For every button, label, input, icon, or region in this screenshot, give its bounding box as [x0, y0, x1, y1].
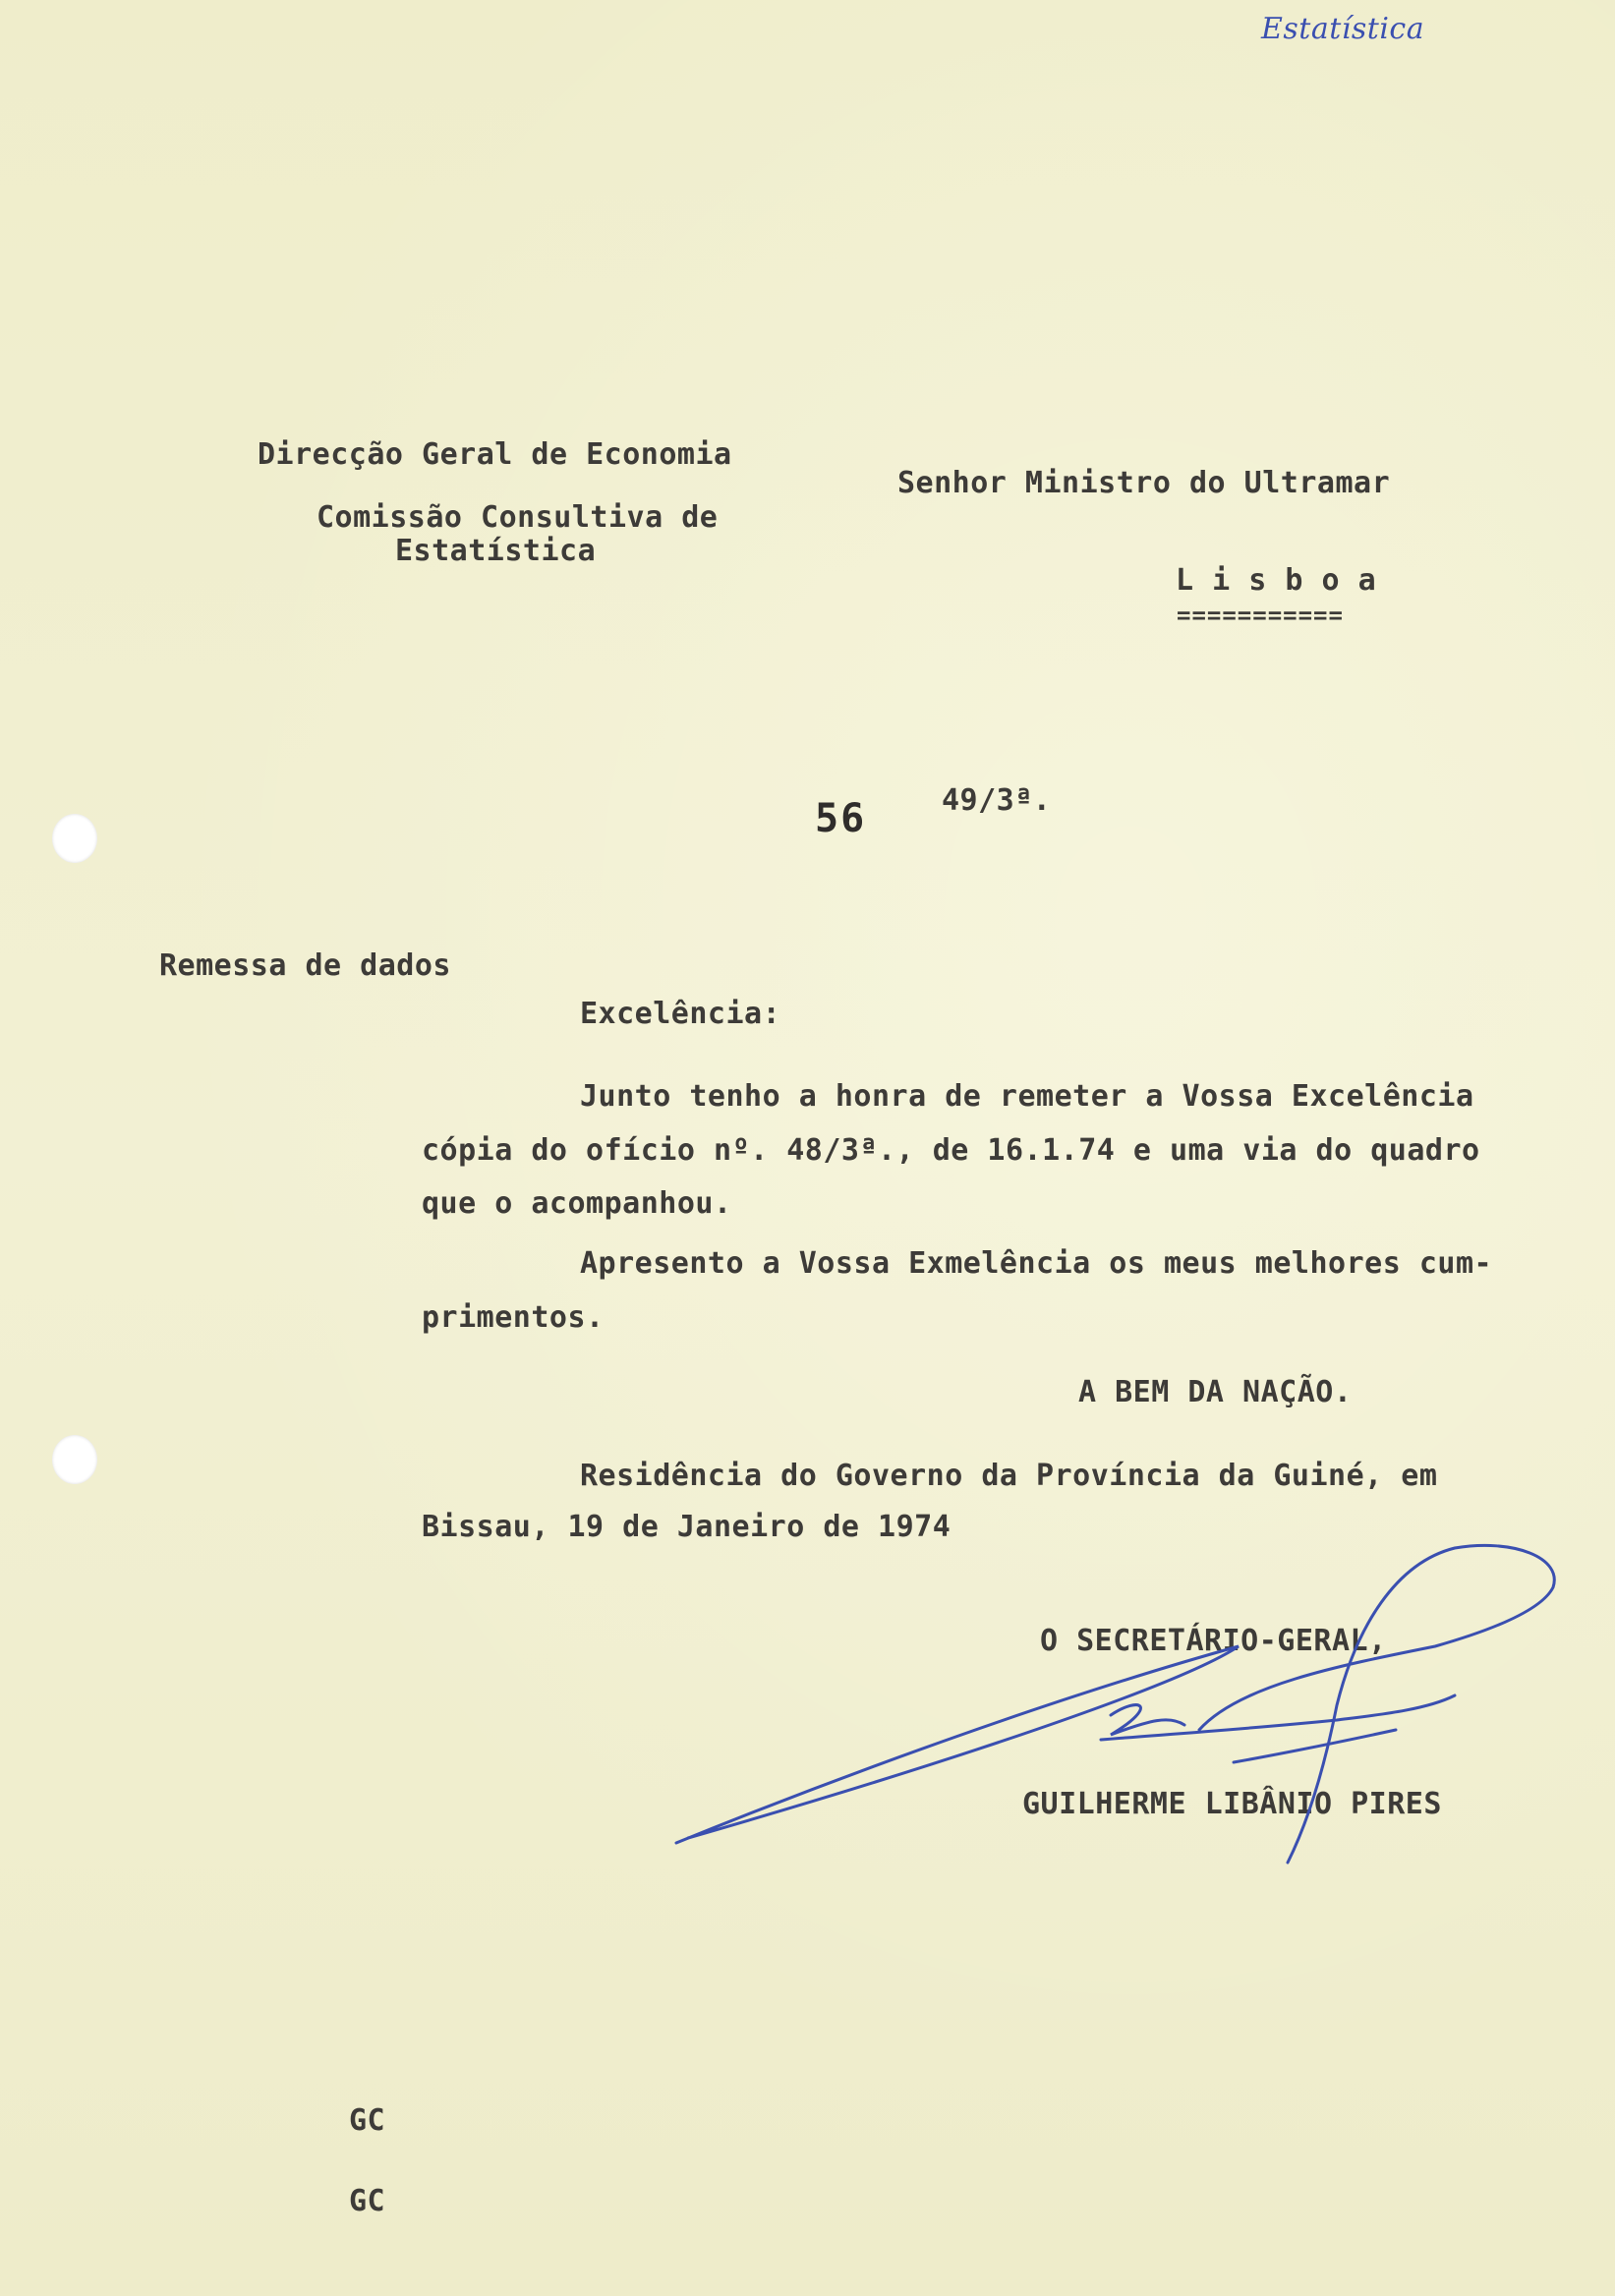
sender-line-2: Comissão Consultiva de	[317, 500, 719, 535]
place-date-line-2: Bissau, 19 de Janeiro de 1974	[422, 1510, 952, 1544]
recipient-city: L i s b o a	[1176, 563, 1377, 598]
place-date-line-1: Residência do Governo da Província da Guiné, em	[580, 1459, 1438, 1493]
recipient-line-1: Senhor Ministro do Ultramar	[897, 466, 1391, 500]
sender-line-1: Direcção Geral de Economia	[258, 437, 732, 472]
handwritten-annotation: Estatística	[1261, 12, 1425, 46]
body-paragraph-2-line-1: Apresento a Vossa Exmelência os meus melhores cum-	[580, 1246, 1493, 1281]
body-paragraph-1-line-2: cópia do ofício nº. 48/3ª., de 16.1.74 e uma via do quadro	[422, 1133, 1480, 1168]
copy-mark-1: GC	[349, 2103, 386, 2138]
subject-line: Remessa de dados	[159, 948, 451, 983]
recipient-underline: ===========	[1177, 602, 1344, 629]
reference-number: 56	[815, 796, 867, 841]
copy-mark-2: GC	[349, 2184, 386, 2218]
body-paragraph-1-line-3: que o acompanhou.	[422, 1186, 732, 1221]
signatory-name: GUILHERME LIBÂNIO PIRES	[1022, 1787, 1442, 1821]
closing-formula: A BEM DA NAÇÃO.	[1078, 1375, 1353, 1409]
handwritten-signature	[649, 1519, 1592, 1872]
reference-code: 49/3ª.	[942, 783, 1052, 818]
punch-hole-top	[52, 814, 97, 863]
signatory-title: O SECRETÁRIO-GERAL,	[1040, 1624, 1387, 1658]
salutation: Excelência:	[580, 997, 781, 1031]
sender-line-3: Estatística	[395, 534, 597, 568]
body-paragraph-1-line-1: Junto tenho a honra de remeter a Vossa Excelência	[580, 1079, 1474, 1114]
body-paragraph-2-line-2: primentos.	[422, 1300, 605, 1335]
punch-hole-bottom	[52, 1435, 97, 1484]
